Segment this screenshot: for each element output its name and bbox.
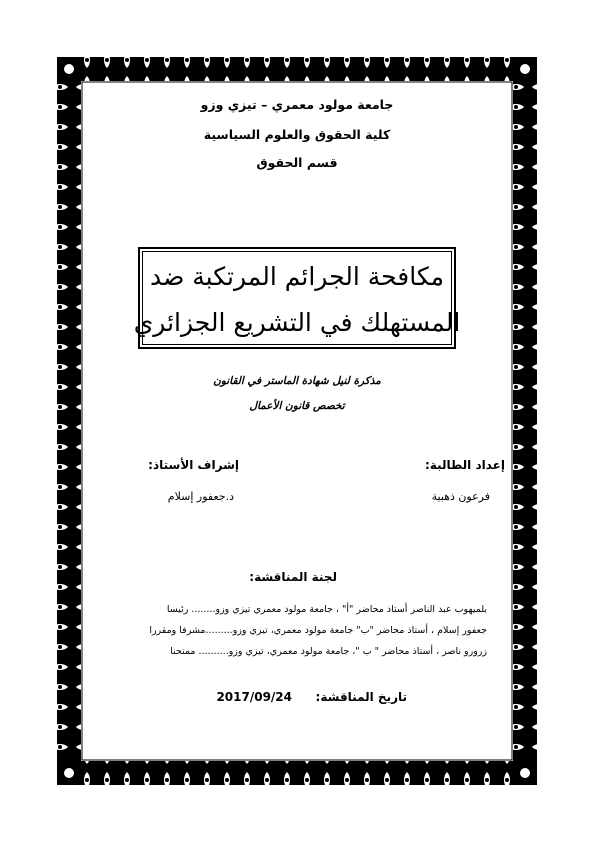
defense-date-value: 2017/09/24 <box>216 690 292 704</box>
memo-degree: مذكرة لنيل شهادة الماستر في القانون <box>213 375 381 387</box>
committee-heading: لجنة المناقشة: <box>249 570 337 584</box>
defense-date-label: تاريخ المناقشة: <box>315 690 407 704</box>
committee-member-1: بلميهوب عبد الناصر أستاذ محاضر "أ" ، جامعة مولود معمري تيزي وزو........ رئيسا <box>166 604 487 615</box>
faculty-name: كلية الحقوق والعلوم السياسية <box>203 127 391 142</box>
thesis-title-line-2: المستهلك في التشريع الجزائري <box>133 308 461 337</box>
thesis-title-line-1: مكافحة الجرائم المرتكبة ضد <box>149 262 445 291</box>
department-name: قسم الحقوق <box>256 155 338 170</box>
prepared-by-label: إعداد الطالبة: <box>425 458 505 472</box>
student-name: فرعون ذهبية <box>431 490 490 503</box>
university-name: جامعة مولود معمري – تيزي وزو <box>200 97 394 112</box>
committee-member-2: جعفور إسلام ، أستاذ محاضر "ب" جامعة مولود معمري، تيزي وزو.........مشرفا ومقررا <box>149 625 487 636</box>
supervisor-name: د.جعفور إسلام <box>167 490 234 503</box>
supervisor-label: إشراف الأستاذ: <box>148 458 239 472</box>
committee-member-3: زرورو ناصر ، أستاذ محاضر " ب "، جامعة مولود معمري، تيزي وزو.......... ممتحنا <box>170 646 487 657</box>
memo-specialty: تخصص قانون الأعمال <box>249 400 345 412</box>
